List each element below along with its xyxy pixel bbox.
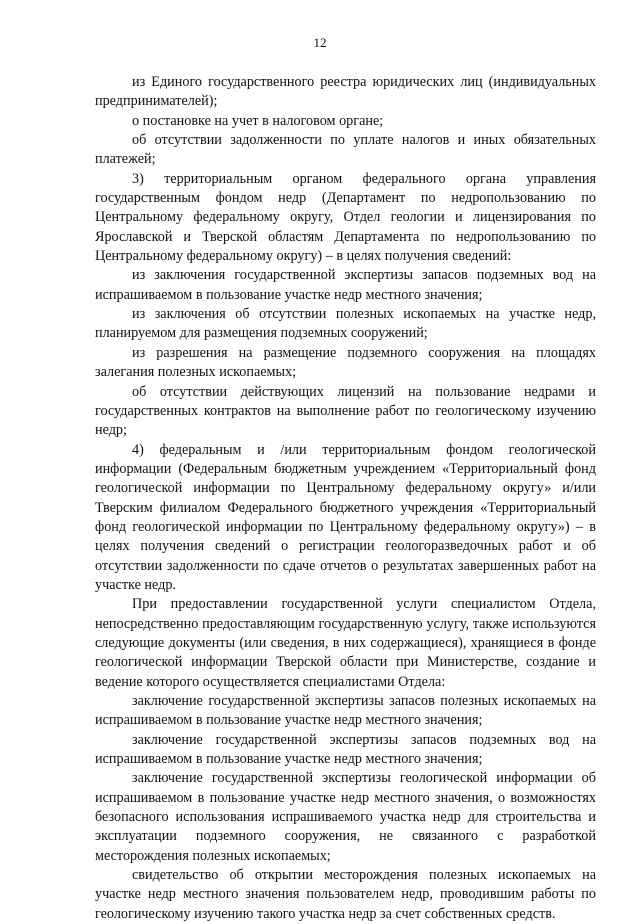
paragraph-no-licenses: об отсутствии действующих лицензий на пользование недрами и государственных контрактов на выполнение работ по геологическому изучению недр;	[95, 383, 596, 439]
paragraph-geological-info-expertise: заключение государственной экспертизы геологической информации об испрашиваемом в пользование участке недр местного значения, о возможностях безопасного использования испрашиваемого участка недр для строительства и эксплуатации подземного сооружения, не связанного с разработкой месторождения полезных ископаемых;	[95, 770, 596, 864]
paragraph-geological-fund: 4) федеральным и /или территориальным фондом геологической информации (Федеральным бюджетным учреждением «Территориальный фонд геологической информации по Центральному федеральному округу» и/или Тверским филиалом Федерального бюджетного учреждения «Территориальный фонд геологической информации по Центральному федеральному округу») – в целях получения сведений о регистрации геологоразведочных работ и об отсутствии задолженности по сдаче отчетов о результатах завершенных работ на участке недр.	[95, 441, 596, 593]
paragraph-department-documents: При предоставлении государственной услуги специалистом Отдела, непосредственно предоставляющим государственную услугу, также используются следующие документы (или сведения, в них содержащиеся), хранящиеся в фонде геологической информации Тверской области при Министерстве, создание и ведение которого осуществляется специалистами Отдела:	[95, 596, 596, 690]
body-text	[95, 73, 596, 924]
paragraph-territorial-body: 3) территориальным органом федерального органа управления государственным фондом недр (Департамент по недропользованию по Центральному федеральному округу, Отдел геологии и лицензирования по Ярославской и Тверской областям Департамента по недропользованию по Центральному федеральному округу) – в целях получения сведений:	[95, 170, 596, 265]
paragraph-mineral-expertise: заключение государственной экспертизы запасов полезных ископаемых на испрашиваемом в пользование участке недр местного значения;	[95, 693, 596, 729]
paragraph-groundwater-conclusion: заключение государственной экспертизы запасов подземных вод на испрашиваемом в пользование участке недр местного значения;	[95, 731, 596, 768]
paragraph-registry-extract: из Единого государственного реестра юридических лиц (индивидуальных предпринимателей);	[95, 74, 596, 110]
page-number: 12	[313, 35, 327, 50]
paragraph-underground-permit: из разрешения на размещение подземного сооружения на площадях залегания полезных ископаемых;	[95, 344, 596, 381]
paragraph-tax-registration: о постановке на учет в налоговом органе;	[132, 112, 384, 129]
paragraph-tax-debt: об отсутствии задолженности по уплате налогов и иных обязательных платежей;	[95, 132, 596, 168]
paragraph-no-minerals: из заключения об отсутствии полезных ископаемых на участке недр, планируемом для размещения подземных сооружений;	[95, 306, 596, 342]
paragraph-discovery-certificate: свидетельство об открытии месторождения полезных ископаемых на участке недр местного значения пользователем недр, проводившим работы по геологическому изучению такого участка недр за счет собственных средств.	[95, 867, 596, 922]
paragraph-groundwater-expertise: из заключения государственной экспертизы запасов подземных вод на испрашиваемом в пользование участке недр местного значения;	[95, 267, 596, 303]
